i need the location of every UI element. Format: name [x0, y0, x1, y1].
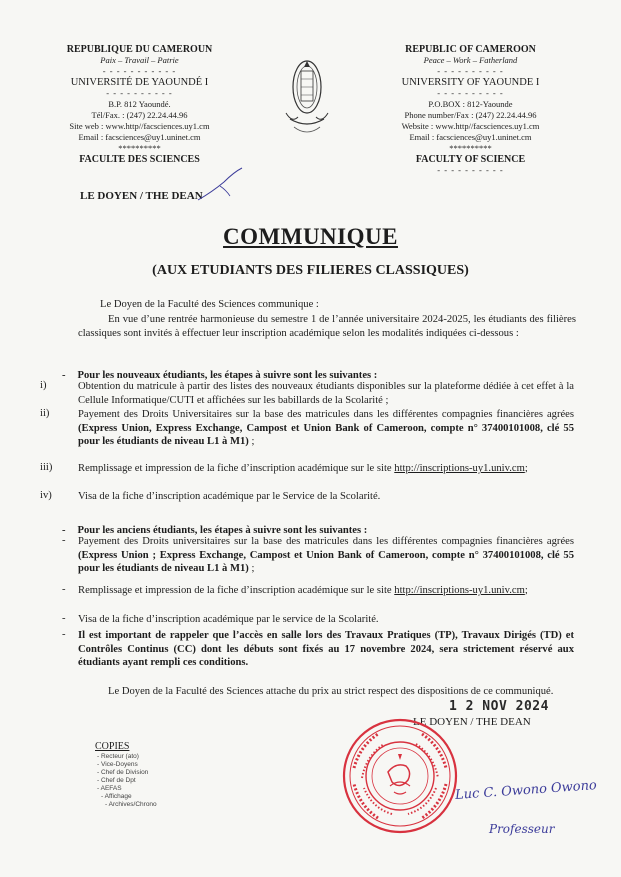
list-marker: iii) [40, 462, 53, 473]
list-marker: iv) [40, 490, 52, 501]
list-text: Payement des Droits Universitaires sur la base des matricules dans les différentes compagnies financières agrées (Express Union, Express Exchange, Campost et Union Bank of Cameroon, compte n° 37400101008, clé 55 pour les étudiants de niveau L1 à M1) ; [78, 409, 574, 447]
page-subtitle: (AUX ETUDIANTS DES FILIERES CLASSIQUES) [152, 263, 469, 278]
separator: - - - - - - - - - - [437, 165, 504, 175]
university-fr: UNIVERSITÉ DE YAOUNDÉ I [70, 77, 209, 88]
copy-item: - Chef de Dpt [97, 777, 136, 784]
inscriptions-link[interactable]: http://inscriptions-uy1.univ.cm [394, 585, 525, 596]
list-marker: ii) [40, 408, 50, 419]
dean-heading: LE DOYEN / THE DEAN [80, 190, 203, 202]
list-text: Visa de la fiche d’inscription académique par le service de la Scolarité. [78, 614, 379, 625]
copy-item: - Archives/Chrono [105, 801, 157, 808]
separator: - - - - - - - - - - [437, 66, 504, 76]
page-title: COMMUNIQUE [223, 224, 398, 249]
copy-item: - Chef de Division [97, 769, 149, 776]
dean-signature-label: LE DOYEN / THE DEAN [413, 716, 531, 728]
email-en: Email : facsciences@uy1.uninet.cm [409, 132, 532, 142]
university-en: UNIVERSITY OF YAOUNDE I [401, 77, 540, 88]
list-text: Obtention du matricule à partir des listes des nouveaux étudiants disponibles sur la plateforme dédiée à cet effet à la Cellule Informatique/CUTI et affichées sur les babillards de la Scolarité ; [78, 381, 574, 406]
separator: - - - - - - - - - - [437, 88, 504, 98]
right-header [383, 44, 558, 176]
inscriptions-link[interactable]: http://inscriptions-uy1.univ.cm [394, 463, 525, 474]
pen-flourish [190, 166, 250, 206]
stars: ********** [118, 143, 161, 153]
separator: - - - - - - - - - - - [102, 66, 177, 76]
date-stamp: 1 2 NOV 2024 [449, 699, 549, 714]
phone-fr: Tél/Fax. : (247) 22.24.44.96 [91, 110, 188, 120]
website-fr: Site web : www.http//facsciences.uy1.cm [69, 121, 210, 131]
section-new-students: - Pour les nouveaux étudiants, les étapes à suivre sont les suivantes : [62, 370, 378, 381]
intro-paragraph: En vue d’une rentrée harmonieuse du semestre 1 de l’année universitaire 2024-2025, les étudiants des filières classiques sont invités à effectuer leur inscription académique selon les modalités indiquées ci-dessous : [78, 314, 576, 339]
motto-fr: Paix – Travail – Patrie [100, 55, 179, 65]
address-fr: B.P. 812 Yaoundé. [108, 99, 171, 109]
official-seal [340, 716, 460, 836]
section-old-students: - Pour les anciens étudiants, les étapes à suivre sont les suivantes : [62, 525, 368, 536]
email-fr: Email : facsciences@uy1.uninet.cm [78, 132, 201, 142]
copy-item: - Recteur (ato) [97, 753, 139, 760]
copies-title: COPIES [95, 741, 130, 752]
list-text: Visa de la fiche d’inscription académique par le Service de la Scolarité. [78, 491, 381, 502]
separator: - - - - - - - - - - [106, 88, 173, 98]
closing-paragraph: Le Doyen de la Faculté des Sciences attache du prix au strict respect des dispositions de ce communiqué. [108, 686, 554, 697]
motto-en: Peace – Work – Fatherland [423, 55, 518, 65]
signatory-title: Professeur [489, 822, 555, 836]
copies-list [95, 741, 157, 809]
university-emblem [284, 57, 330, 141]
country-en: REPUBLIC OF CAMEROON [405, 44, 536, 55]
handwritten-signature: Luc C. Owono Owono [454, 778, 598, 803]
list-text: Il est important de rappeler que l’accès en salle lors des Travaux Pratiques (TP), Travaux Dirigés (TD) et Contrôles Continus (CC) dont les débuts sont fixés au 17 novembre 2024, sera strictement réservé aux étudiants ayant rempli ces conditions. [78, 630, 574, 668]
section-heading: Pour les nouveaux étudiants, les étapes à suivre sont les suivantes : [77, 370, 378, 381]
list-text: Payement des Droits universitaires sur la base des matricules dans les différentes compagnies financières agrées (Express Union ; Express Exchange, Campost et Union Bank of Cameroon, compte n° 37400101008, clé 55 pour les étudiants de niveau L1 à M1) ; [78, 536, 574, 574]
copy-item: - AEFAS [97, 785, 122, 792]
left-header [52, 44, 227, 165]
country-fr: REPUBLIQUE DU CAMEROUN [66, 44, 213, 55]
phone-en: Phone number/Fax : (247) 22.24.44.96 [404, 110, 537, 120]
faculty-fr: FACULTE DES SCIENCES [79, 154, 200, 165]
website-en: Website : www.http//facsciences.uy1.cm [401, 121, 540, 131]
copy-item: - Vice-Doyens [97, 761, 138, 768]
section-heading: Pour les anciens étudiants, les étapes à suivre sont les suivantes : [77, 525, 368, 536]
address-en: P.O.BOX : 812-Yaounde [428, 99, 513, 109]
copy-item: - Affichage [101, 793, 132, 800]
list-marker: i) [40, 380, 47, 391]
faculty-en: FACULTY OF SCIENCE [415, 154, 526, 165]
stars: ********** [449, 143, 492, 153]
list-text: Remplissage et impression de la fiche d’inscription académique sur le site http://inscriptions-uy1.univ.cm; [78, 463, 528, 474]
intro-line: Le Doyen de la Faculté des Sciences communique : [100, 299, 319, 310]
list-text: Remplissage et impression de la fiche d’inscription académique sur le site http://inscriptions-uy1.univ.cm; [78, 585, 528, 596]
